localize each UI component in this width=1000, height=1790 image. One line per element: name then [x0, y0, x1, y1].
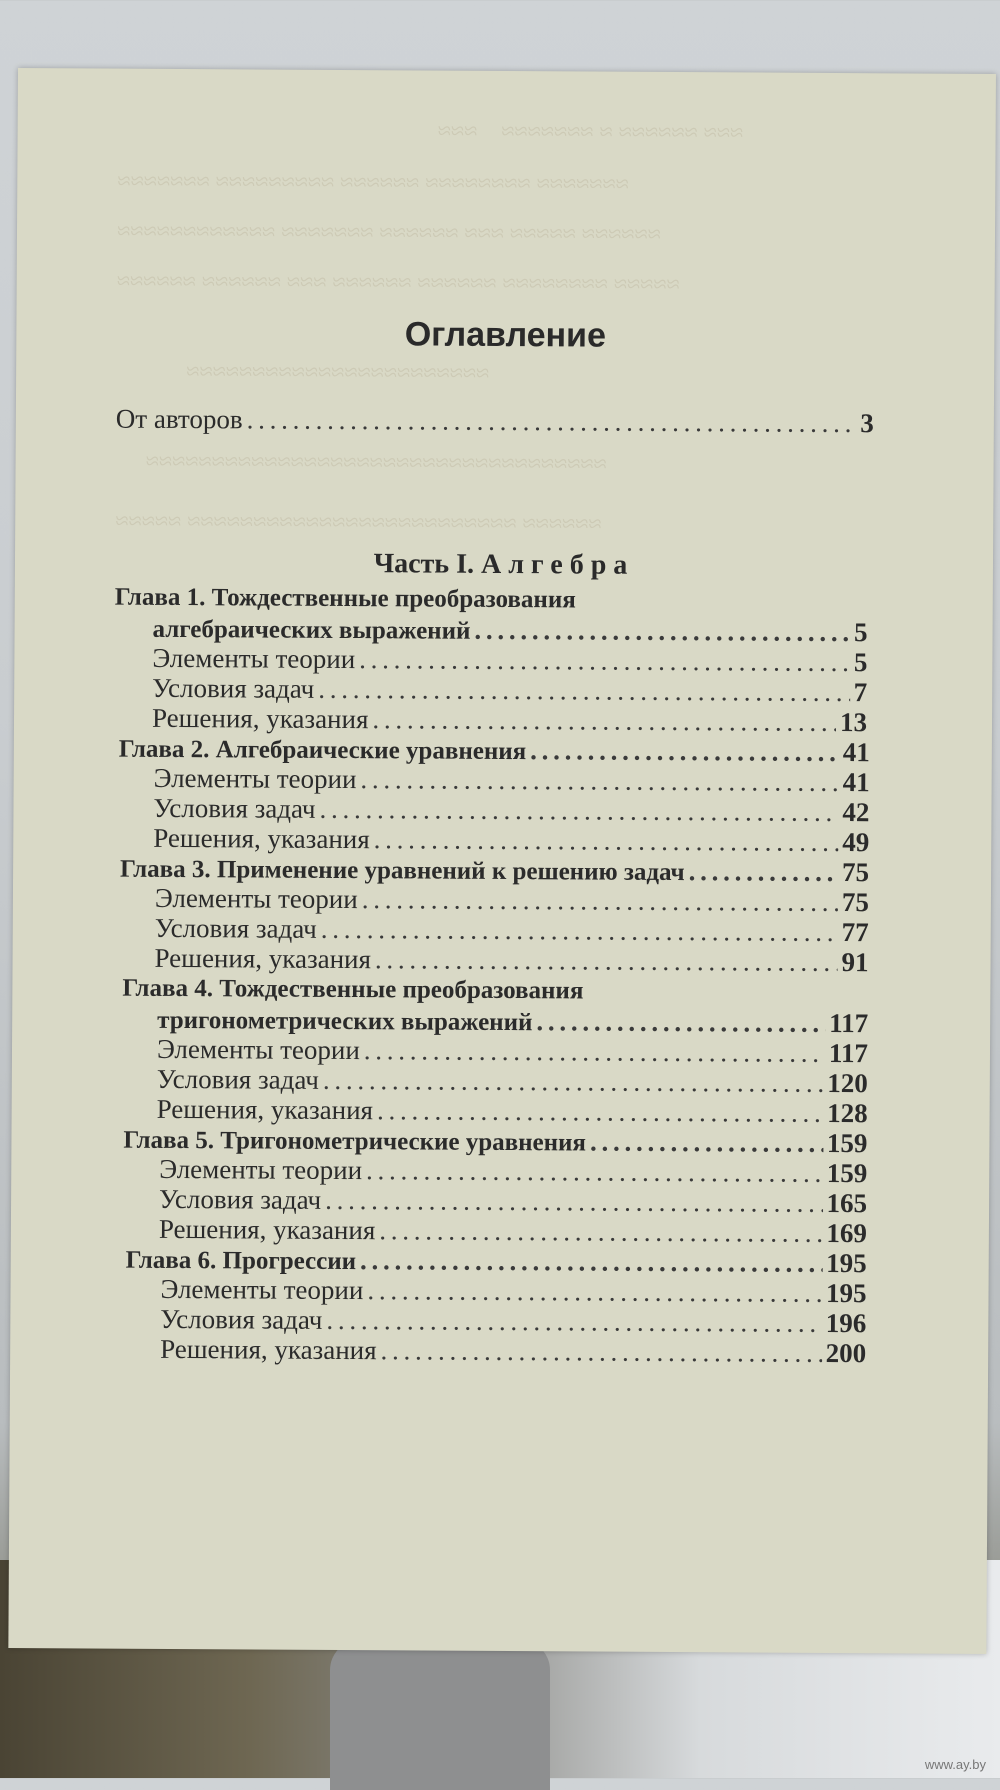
toc-item-label: Элементы теории — [160, 1273, 364, 1306]
leader-dots — [323, 1065, 824, 1099]
toc-item-label: Решения, указания — [154, 942, 372, 975]
toc-item-page: 169 — [826, 1217, 867, 1249]
leader-dots — [359, 644, 850, 678]
leader-dots — [530, 735, 839, 768]
toc-item-page: 77 — [841, 917, 869, 948]
leader-dots — [374, 824, 839, 858]
chapter-1-heading: Глава 1. Тождественные преобразования — [114, 583, 576, 614]
chapter-heading: Глава 2. Алгебраические уравнения — [118, 735, 527, 766]
toc-item-label: Решения, указания — [153, 822, 370, 855]
chapter-heading: Глава 6. Прогрессии — [125, 1246, 357, 1276]
toc-item — [160, 1334, 866, 1369]
leader-dots — [247, 404, 857, 439]
toc-item-label: Условия задач — [156, 1063, 319, 1095]
bleed-through-text: ≈≈≈≈≈ ≈≈≈≈≈≈≈≈ ≈≈≈≈≈≈ ≈≈≈≈≈≈ ≈≈≈ ≈≈≈≈≈≈ ≈≈≈≈≈≈ — [116, 268, 680, 299]
leader-dots — [379, 1215, 822, 1249]
bleed-through-text: ≈≈≈≈≈≈≈≈≈≈≈≈≈≈≈≈≈≈≈≈≈≈≈ — [186, 359, 490, 387]
leader-dots — [325, 1185, 823, 1219]
leader-dots — [319, 794, 838, 828]
leader-dots — [360, 764, 838, 798]
toc-entry-label: От авторов — [115, 403, 243, 435]
leader-dots — [380, 1335, 821, 1369]
part-prefix: Часть I. — [373, 548, 475, 580]
toc-item-page: 117 — [828, 1037, 869, 1069]
leader-dots — [366, 1155, 823, 1189]
toc-item-label: Решения, указания — [151, 702, 369, 735]
chapter-page: 195 — [826, 1247, 867, 1279]
leader-dots — [474, 615, 850, 648]
toc-item-page: 41 — [842, 767, 870, 798]
leader-dots — [362, 884, 838, 918]
toc-item-label: Элементы теории — [152, 642, 356, 675]
toc-item-page: 49 — [842, 827, 870, 858]
toc-item-label: Элементы теории — [156, 1033, 360, 1066]
leader-dots — [360, 1245, 822, 1279]
toc-item-page: 200 — [825, 1337, 867, 1369]
toc-item-page: 128 — [827, 1097, 868, 1129]
bleed-through-text: ≈≈≈≈≈≈≈ ≈≈≈≈≈≈≈≈ ≈≈≈≈≈≈ ≈≈≈≈≈≈≈≈≈ ≈≈≈≈≈≈≈ — [117, 168, 629, 198]
toc-item-label: Решения, указания — [160, 1333, 377, 1366]
bleed-through-text: ≈≈≈≈≈≈ ≈≈≈≈≈≈≈≈≈≈≈≈≈≈≈≈≈≈≈≈≈≈≈≈≈ ≈≈≈≈≈ — [115, 508, 602, 538]
toc-item-page: 120 — [827, 1067, 868, 1099]
toc-item-label: Условия задач — [160, 1303, 323, 1335]
leader-dots — [375, 944, 838, 978]
chapter-page: 5 — [853, 617, 868, 648]
chapter-page: 159 — [826, 1127, 868, 1159]
leader-dots — [536, 1006, 825, 1039]
toc-item-page: 5 — [853, 647, 868, 678]
toc-item-label: Условия задач — [159, 1183, 322, 1215]
toc-item-page: 75 — [841, 887, 870, 918]
chapter-page: 41 — [842, 737, 870, 768]
part-name: Алгебра — [480, 548, 635, 581]
toc-item-label: Решения, указания — [158, 1213, 376, 1246]
toc-item-label: Элементы теории — [153, 762, 357, 795]
chapter-page: 75 — [842, 857, 870, 888]
part-heading — [15, 546, 993, 584]
background-leg — [330, 1640, 550, 1790]
chapter-heading-cont: алгебраических выражений — [152, 615, 471, 645]
toc-item-label: Элементы теории — [159, 1153, 363, 1186]
toc-item — [154, 943, 868, 978]
toc-item-page: 7 — [853, 677, 868, 708]
toc-item-label: Условия задач — [153, 792, 316, 824]
toc-item-label: Решения, указания — [156, 1093, 374, 1126]
toc-item-label: Условия задач — [152, 672, 315, 704]
leader-dots — [364, 1035, 825, 1069]
bleed-through-text: ≈≈≈≈≈≈≈≈≈≈≈≈≈≈≈≈≈≈≈≈≈≈≈≈≈≈≈≈≈≈≈≈≈≈≈ — [145, 448, 607, 478]
toc-item-page: 165 — [826, 1187, 868, 1219]
toc-entry-page: 3 — [860, 408, 874, 439]
leader-dots — [590, 1127, 823, 1159]
chapter-heading-cont: тригонометрических выражений — [157, 1006, 533, 1037]
leader-dots — [367, 1275, 822, 1309]
toc-item-page: 42 — [842, 797, 870, 828]
leader-dots — [321, 914, 838, 948]
toc-item-label: Условия задач — [154, 912, 317, 944]
leader-dots — [372, 704, 836, 738]
leader-dots — [689, 856, 839, 888]
toc-entry-from-authors — [116, 404, 874, 440]
chapter-page: 117 — [829, 1007, 869, 1039]
book-page — [8, 68, 996, 1654]
chapter-4-heading: Глава 4. Тождественные преобразования — [122, 974, 584, 1005]
chapter-heading: Глава 5. Тригонометрические уравнения — [123, 1126, 587, 1157]
watermark: www.ay.by — [924, 1757, 986, 1772]
toc-item-page: 13 — [839, 707, 868, 738]
leader-dots — [377, 1095, 823, 1129]
toc-item-page: 159 — [826, 1157, 868, 1189]
toc-item-page: 195 — [825, 1277, 867, 1309]
toc-item-label: Элементы теории — [154, 882, 358, 915]
page-title: Оглавление — [404, 315, 607, 355]
toc-item-page: 196 — [825, 1307, 867, 1339]
chapter-heading: Глава 3. Применение уравнений к решению задач — [120, 855, 685, 887]
toc-item-page: 91 — [841, 947, 869, 978]
bleed-through-text: ≈≈≈≈≈≈ ≈≈≈≈≈ ≈≈≈ ≈≈≈≈≈≈ ≈≈≈≈≈≈≈ ≈≈≈≈≈≈≈≈≈≈≈≈ — [116, 218, 661, 248]
leader-dots — [318, 674, 850, 708]
bleed-through-text: ≈≈≈ ≈≈≈≈≈≈ ≈ ≈≈≈≈≈≈≈ ≈≈≈ — [437, 118, 744, 147]
leader-dots — [326, 1305, 822, 1339]
